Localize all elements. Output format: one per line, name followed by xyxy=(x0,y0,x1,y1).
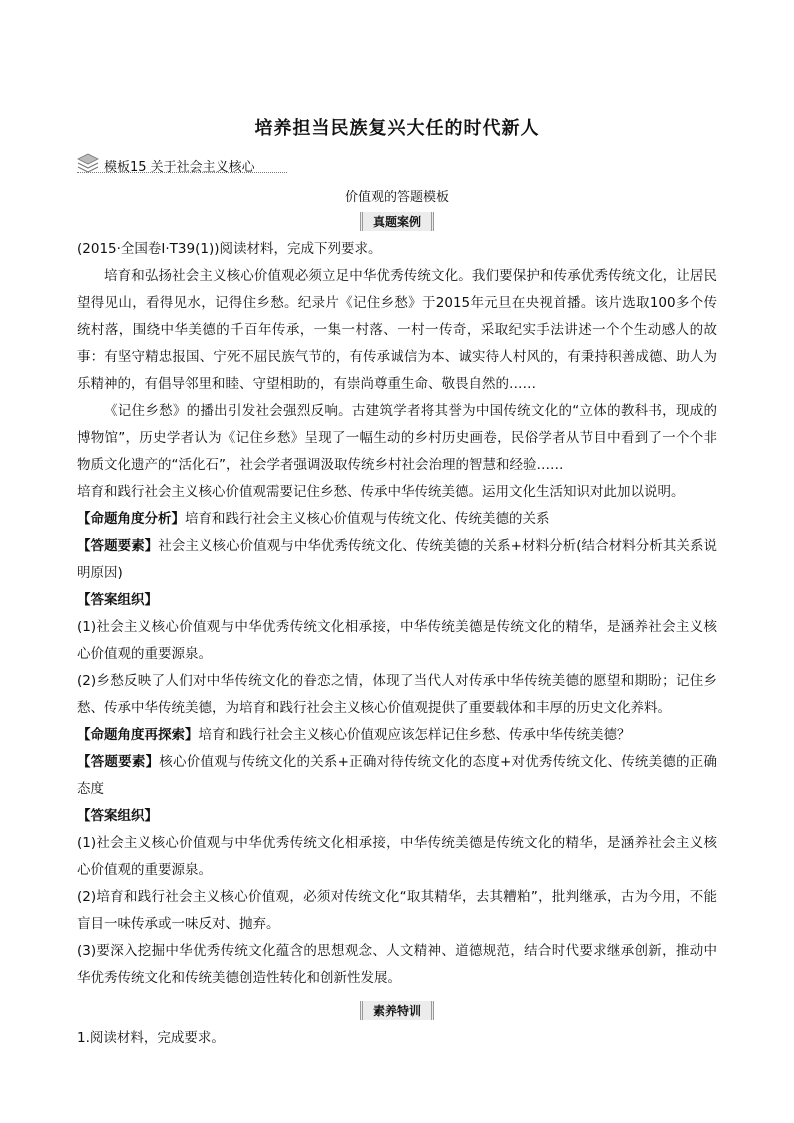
answer-elements-2-text: 核心价值观与传统文化的关系+正确对待传统文化的态度+对优秀传统文化、传统美德的正确态度 xyxy=(77,754,718,797)
question-text: 培育和践行社会主义核心价值观需要记住乡愁、传承中华传统美德。运用文化生活知识对此加以说明。 xyxy=(77,484,685,500)
answer-elements-2 xyxy=(77,749,717,803)
answer-2-point-1: (1)社会主义核心价值观与中华优秀传统文化相承接，中华传统美德是传统文化的精华，是涵养社会主义核心价值观的重要源泉。 xyxy=(77,835,717,878)
section-tag-train-label: 素养特训 xyxy=(360,1001,434,1020)
section-tag-train xyxy=(77,1001,717,1020)
material-paragraph-1: 培育和弘扬社会主义核心价值观必须立足中华优秀传统文化。我们要保护和传承优秀传统文化，让居民望得见山，看得见水，记得住乡愁。纪录片《记住乡愁》于2015年元旦在央视首播。该片选取100多个传统村落，围绕中华美德的千百年传承，一集一村落、一村一传奇，采取纪实手法讲述一个个生动感人的故事：有坚守精忠报国、宁死不屈民族气节的，有传承诚信为本、诚实待人村风的，有秉持积善成德、助人为乐精神的，有倡导邻里和睦、守望相助的，有崇尚尊重生命、敬畏自然的…… xyxy=(77,268,717,392)
answer-organization-label: 【答案组织】 xyxy=(77,592,158,608)
page-title: 培养担当民族复兴大任的时代新人 xyxy=(254,118,540,139)
answer-2-point-3: (3)要深入挖掘中华优秀传统文化蕴含的思想观念、人文精神、道德规范，结合时代要求继承创新，推动中华优秀传统文化和传统美德创造性转化和创新性发展。 xyxy=(77,943,717,986)
answer-organization-2-label: 【答案组织】 xyxy=(77,808,158,824)
answer-elements xyxy=(77,533,717,587)
answer-elements-text: 社会主义核心价值观与中华优秀传统文化、传统美德的关系+材料分析(结合材料分析其关系说明原因) xyxy=(77,538,718,581)
answer-elements-label: 【答题要素】 xyxy=(77,538,159,554)
answer-elements-2-label: 【答题要素】 xyxy=(77,754,160,770)
source-line: (2015·全国卷Ⅰ·T39(1))阅读材料，完成下列要求。 xyxy=(77,241,382,257)
answer-1-point-2: (2)乡愁反映了人们对中华传统文化的眷恋之情，体现了当代人对传承中华传统美德的愿望和期盼；记住乡愁、传承中华传统美德，为培育和践行社会主义核心价值观提供了重要载体和丰厚的历史文化养料。 xyxy=(77,673,717,716)
analysis-angle-label: 【命题角度分析】 xyxy=(77,511,185,527)
reexplore-angle-label: 【命题角度再探索】 xyxy=(77,727,199,743)
answer-1-point-1: (1)社会主义核心价值观与中华优秀传统文化相承接，中华传统美德是传统文化的精华，是涵养社会主义核心价值观的重要源泉。 xyxy=(77,619,717,662)
answer-2-point-2: (2)培育和践行社会主义核心价值观，必须对传统文化“取其精华，去其糟粕”，批判继承，古为今用，不能盲目一味传承或一味反对、抛弃。 xyxy=(77,889,717,932)
stack-icon xyxy=(77,152,99,174)
reexplore-angle xyxy=(77,722,717,749)
module-subtitle: 价值观的答题模板 xyxy=(344,190,449,205)
analysis-angle-text: 培育和践行社会主义核心价值观与传统文化、传统美德的关系 xyxy=(185,511,550,527)
section-tag-real-label: 真题案例 xyxy=(360,212,434,231)
module-label: 模板15 关于社会主义核心 xyxy=(104,160,255,175)
training-question: 1.阅读材料，完成要求。 xyxy=(77,1030,225,1046)
material-paragraph-2: 《记住乡愁》的播出引发社会强烈反响。古建筑学者将其誉为中国传统文化的“立体的教科书，现成的博物馆”，历史学者认为《记住乡愁》呈现了一幅生动的乡村历史画卷，民俗学者从节目中看到了一个个非物质文化遗产的“活化石”，社会学者强调汲取传统乡村社会治理的智慧和经验…… xyxy=(77,403,717,473)
section-tag-real xyxy=(77,212,717,231)
module-divider xyxy=(77,172,287,173)
reexplore-angle-text: 培育和践行社会主义核心价值观应该怎样记住乡愁、传承中华传统美德？ xyxy=(198,727,631,743)
module-header xyxy=(77,152,717,178)
analysis-angle xyxy=(77,506,717,533)
